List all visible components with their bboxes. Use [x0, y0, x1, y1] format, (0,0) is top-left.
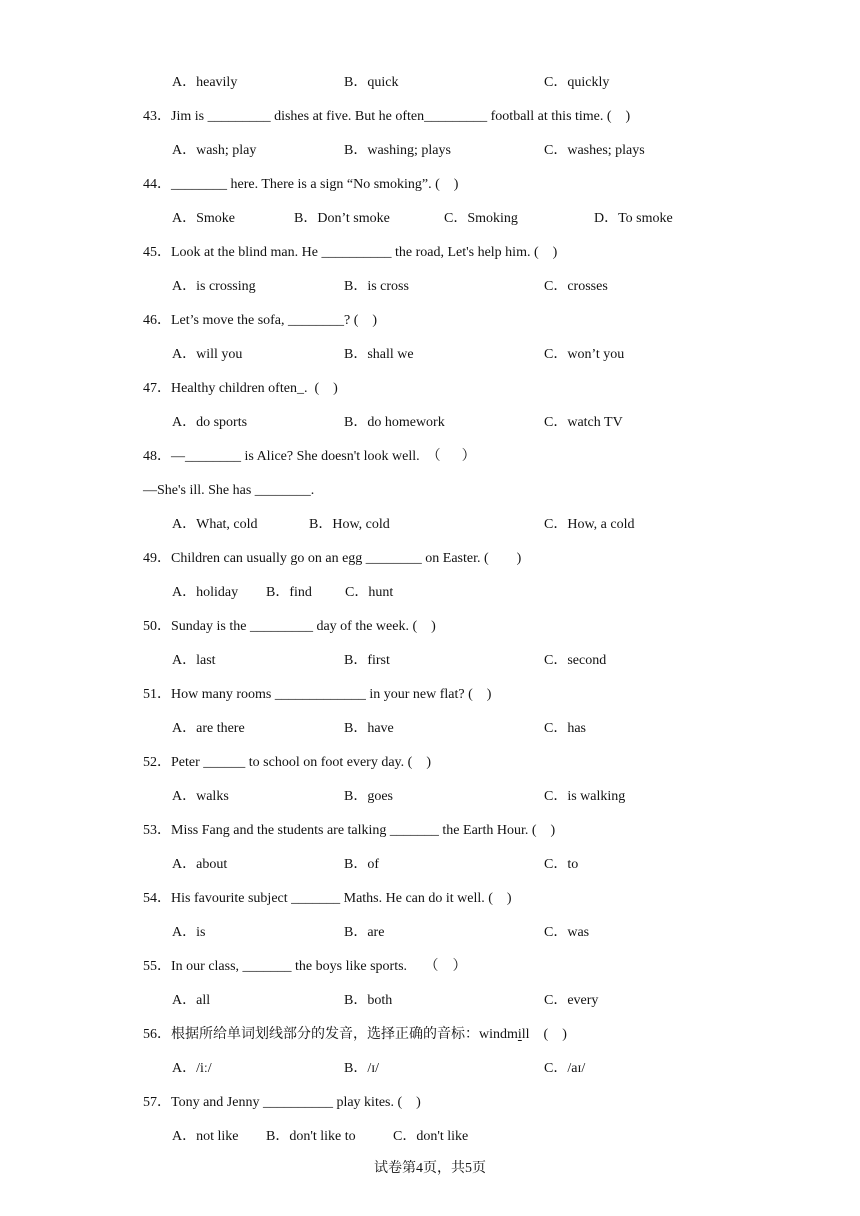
page-footer: 试卷第4页，共5页 [374, 1161, 486, 1176]
answer-option: A．wash; play [172, 143, 257, 158]
question-text [143, 1026, 567, 1044]
answer-option: A．about [172, 857, 228, 872]
question-text: 52．Peter ______ to school on foot every day. ( ) [143, 755, 431, 770]
answer-option: D．To smoke [594, 211, 673, 226]
question-text: 46．Let’s move the sofa, ________? ( ) [143, 313, 378, 328]
question-text: 48．—________ is Alice? She doesn't look well. （ ） [143, 449, 476, 464]
answer-option: C．won’t you [544, 347, 625, 362]
answer-option: A．not like [172, 1129, 239, 1144]
answer-option: A．are there [172, 721, 245, 736]
answer-option: B．shall we [344, 347, 414, 362]
answer-option: A．will you [172, 347, 243, 362]
answer-option: A．is [172, 925, 206, 940]
question-text: 54．His favourite subject _______ Maths. He can do it well. ( ) [143, 891, 512, 906]
answer-option: A．walks [172, 789, 229, 804]
answer-option: C．crosses [544, 279, 608, 294]
answer-option: C．is walking [544, 789, 626, 804]
answer-option: B．is cross [344, 279, 409, 294]
answer-option: C．How, a cold [544, 517, 635, 532]
answer-option: B．have [344, 721, 394, 736]
answer-option: B．How, cold [309, 517, 390, 532]
answer-option: C．was [544, 925, 590, 940]
question-text-part: 56．根据所给单词划线部分的发音，选择正确的音标：windm [143, 1027, 518, 1042]
answer-option: B．are [344, 925, 385, 940]
question-text: 45．Look at the blind man. He __________ the road, Let's help him. ( ) [143, 245, 558, 260]
question-text-part: ll ( ) [521, 1027, 567, 1042]
question-text: 50．Sunday is the _________ day of the week. ( ) [143, 619, 436, 634]
answer-option: C．quickly [544, 75, 610, 90]
answer-option: A．all [172, 993, 211, 1008]
answer-option: B．quick [344, 75, 399, 90]
answer-option: B．do homework [344, 415, 445, 430]
question-text: 47．Healthy children often_. ( ) [143, 381, 338, 396]
question-text: 55．In our class, _______ the boys like sports. （ ） [143, 959, 467, 974]
answer-option: C．to [544, 857, 579, 872]
answer-option: C．hunt [345, 585, 394, 600]
answer-option: C．/aɪ/ [544, 1061, 586, 1076]
answer-option: C．don't like [393, 1129, 469, 1144]
question-text: 44．________ here. There is a sign “No smoking”. ( ) [143, 177, 459, 192]
question-text: 43．Jim is _________ dishes at five. But he often_________ football at this time. ( ) [143, 109, 631, 124]
answer-option: B．of [344, 857, 379, 872]
answer-option: A．do sports [172, 415, 248, 430]
answer-option: C．washes; plays [544, 143, 645, 158]
question-text: 53．Miss Fang and the students are talking _______ the Earth Hour. ( ) [143, 823, 556, 838]
answer-option: B．Don’t smoke [294, 211, 390, 226]
answer-option: C．every [544, 993, 599, 1008]
question-text: 57．Tony and Jenny __________ play kites. ( ) [143, 1095, 421, 1110]
answer-option: A．is crossing [172, 279, 256, 294]
dialogue-line: —She's ill. She has ________. [143, 483, 315, 498]
answer-option: B．don't like to [266, 1129, 356, 1144]
question-text: 49．Children can usually go on an egg ________ on Easter. ( ) [143, 551, 522, 566]
answer-option: B．/ɪ/ [344, 1061, 380, 1076]
question-text: 51．How many rooms _____________ in your new flat? ( ) [143, 687, 492, 702]
answer-option: A．heavily [172, 75, 238, 90]
answer-option: B．first [344, 653, 390, 668]
answer-option: B．washing; plays [344, 143, 451, 158]
answer-option: A．last [172, 653, 216, 668]
answer-option: A．What, cold [172, 517, 258, 532]
answer-option: A．holiday [172, 585, 239, 600]
answer-option: B．both [344, 993, 393, 1008]
answer-option: C．watch TV [544, 415, 623, 430]
answer-option: A．/iː/ [172, 1061, 212, 1076]
underlined-letter: i [517, 1027, 522, 1042]
answer-option: C．Smoking [444, 211, 518, 226]
answer-option: C．second [544, 653, 607, 668]
answer-option: B．find [266, 585, 312, 600]
answer-option: C．has [544, 721, 586, 736]
answer-option: A．Smoke [172, 211, 235, 226]
answer-option: B．goes [344, 789, 393, 804]
